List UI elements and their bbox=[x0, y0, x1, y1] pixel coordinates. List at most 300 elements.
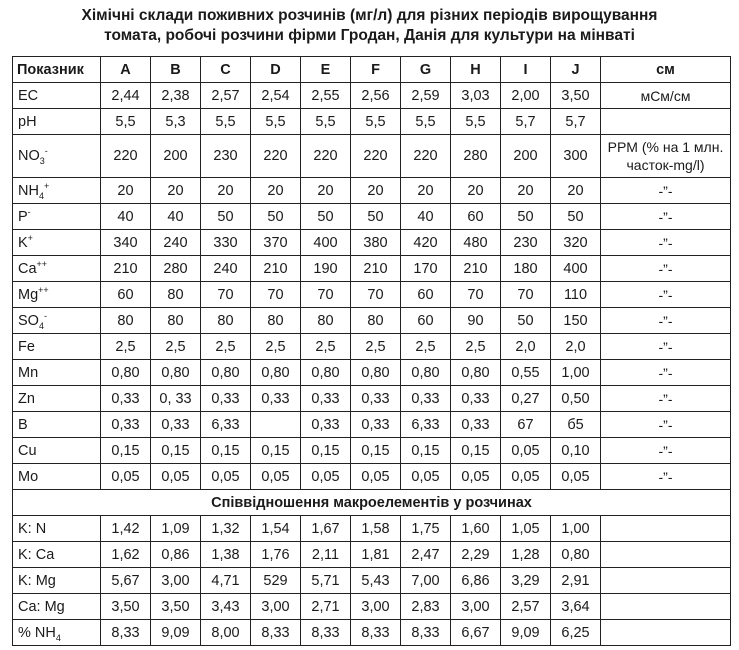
table-cell: 20 bbox=[251, 178, 301, 204]
table-cell: 3,43 bbox=[201, 594, 251, 620]
table-cell: 280 bbox=[151, 256, 201, 282]
row-label bbox=[13, 135, 101, 178]
table-cell: 0,05 bbox=[401, 464, 451, 490]
header-col-e: E bbox=[301, 57, 351, 83]
table-cell: 5,3 bbox=[151, 109, 201, 135]
table-cell: 0,80 bbox=[251, 360, 301, 386]
table-row bbox=[13, 230, 731, 256]
header-col-g: G bbox=[401, 57, 451, 83]
table-cell: 0,50 bbox=[551, 386, 601, 412]
section-row-group bbox=[13, 490, 731, 516]
table-cell: 5,7 bbox=[501, 109, 551, 135]
table-cell: 2,59 bbox=[401, 83, 451, 109]
row-label bbox=[13, 83, 101, 109]
table-cell: 1,05 bbox=[501, 516, 551, 542]
table-cell: 1,32 bbox=[201, 516, 251, 542]
row-label bbox=[13, 230, 101, 256]
table-cell: 8,33 bbox=[351, 620, 401, 646]
unit-cell: -”- bbox=[601, 464, 731, 490]
table-cell: 20 bbox=[551, 178, 601, 204]
header-col-c: C bbox=[201, 57, 251, 83]
table-cell: 50 bbox=[501, 204, 551, 230]
row-label-superscript: ++ bbox=[36, 258, 48, 269]
row-label bbox=[13, 542, 101, 568]
table-cell: 200 bbox=[501, 135, 551, 178]
unit-cell: -”- bbox=[601, 230, 731, 256]
table-cell: 8,00 bbox=[201, 620, 251, 646]
table-cell: 0,33 bbox=[351, 412, 401, 438]
table-row bbox=[13, 308, 731, 334]
table-cell: 5,5 bbox=[201, 109, 251, 135]
table-cell: 0,15 bbox=[401, 438, 451, 464]
table-cell: 40 bbox=[101, 204, 151, 230]
table-cell: 0,05 bbox=[101, 464, 151, 490]
table-cell: 0,15 bbox=[151, 438, 201, 464]
table-cell: 0,15 bbox=[201, 438, 251, 464]
table-cell: 5,5 bbox=[351, 109, 401, 135]
table-row bbox=[13, 256, 731, 282]
table-cell: 5,5 bbox=[451, 109, 501, 135]
header-col-d: D bbox=[251, 57, 301, 83]
table-cell: 5,5 bbox=[301, 109, 351, 135]
table-cell: 90 bbox=[451, 308, 501, 334]
header-col-i: I bbox=[501, 57, 551, 83]
table-cell: 3,64 bbox=[551, 594, 601, 620]
table-cell: 0,33 bbox=[101, 412, 151, 438]
table-cell: 0,80 bbox=[401, 360, 451, 386]
unit-cell: -”- bbox=[601, 204, 731, 230]
table-cell: 3,50 bbox=[551, 83, 601, 109]
row-label bbox=[13, 282, 101, 308]
table-cell: 20 bbox=[451, 178, 501, 204]
unit-cell: PPM (% на 1 млн. часток-mg/l) bbox=[601, 135, 731, 178]
table-cell: 6,67 bbox=[451, 620, 501, 646]
table-cell: 0,15 bbox=[101, 438, 151, 464]
row-label bbox=[13, 308, 101, 334]
table-cell: 0,15 bbox=[301, 438, 351, 464]
table-cell: 0,33 bbox=[251, 386, 301, 412]
table-cell: 8,33 bbox=[401, 620, 451, 646]
table-cell: 0,15 bbox=[351, 438, 401, 464]
unit-cell: -”- bbox=[601, 412, 731, 438]
row-label-base: Fe bbox=[18, 338, 35, 355]
table-cell: 110 bbox=[551, 282, 601, 308]
table-cell: 7,00 bbox=[401, 568, 451, 594]
table-cell: 0,33 bbox=[101, 386, 151, 412]
table-cell: 230 bbox=[201, 135, 251, 178]
table-cell: 2,5 bbox=[101, 334, 151, 360]
unit-cell bbox=[601, 620, 731, 646]
row-label-base: NH bbox=[18, 182, 39, 199]
row-label-base: K: Mg bbox=[18, 572, 56, 589]
table-cell: 2,47 bbox=[401, 542, 451, 568]
row-label bbox=[13, 109, 101, 135]
table-cell: 0,86 bbox=[151, 542, 201, 568]
table-cell: 3,03 bbox=[451, 83, 501, 109]
table-cell: 240 bbox=[201, 256, 251, 282]
header-unit: см bbox=[601, 57, 731, 83]
table-cell: 0,33 bbox=[351, 386, 401, 412]
row-label bbox=[13, 178, 101, 204]
table-cell: 80 bbox=[251, 308, 301, 334]
table-cell: 1,42 bbox=[101, 516, 151, 542]
table-cell: 50 bbox=[351, 204, 401, 230]
table-cell: 6,33 bbox=[401, 412, 451, 438]
table-cell: 9,09 bbox=[151, 620, 201, 646]
unit-cell bbox=[601, 568, 731, 594]
unit-cell bbox=[601, 109, 731, 135]
table-cell: 20 bbox=[151, 178, 201, 204]
row-label-subscript: 4 bbox=[38, 320, 44, 331]
table-cell: 5,67 bbox=[101, 568, 151, 594]
table-cell: 6,33 bbox=[201, 412, 251, 438]
row-label-base: Mn bbox=[18, 364, 39, 381]
table-cell: 2,11 bbox=[301, 542, 351, 568]
table-cell: 2,0 bbox=[501, 334, 551, 360]
row-label-base: Mo bbox=[18, 468, 39, 485]
table-cell: 1,00 bbox=[551, 360, 601, 386]
table-cell: 2,5 bbox=[151, 334, 201, 360]
table-cell: 67 bbox=[501, 412, 551, 438]
row-label-superscript: ++ bbox=[38, 284, 49, 295]
table-cell: 0,33 bbox=[201, 386, 251, 412]
table-cell: 4,71 bbox=[201, 568, 251, 594]
title-line-2: томата, робочі розчини фірми Гродан, Данія для культури на мінваті bbox=[104, 27, 635, 44]
table-cell: 3,00 bbox=[351, 594, 401, 620]
row-label-base: K bbox=[18, 234, 28, 251]
row-label-superscript: + bbox=[43, 180, 50, 191]
table-cell: 0,33 bbox=[301, 386, 351, 412]
table-cell: 1,75 bbox=[401, 516, 451, 542]
row-label-base: Ca bbox=[18, 260, 37, 277]
unit-cell bbox=[601, 542, 731, 568]
unit-cell: -”- bbox=[601, 386, 731, 412]
row-label-base: K: Ca bbox=[18, 546, 55, 563]
table-cell: 5,7 bbox=[551, 109, 601, 135]
table-cell: 0,80 bbox=[451, 360, 501, 386]
row-label-superscript: + bbox=[27, 232, 33, 243]
table-cell: 50 bbox=[251, 204, 301, 230]
table-cell: 2,38 bbox=[151, 83, 201, 109]
table-cell: 330 bbox=[201, 230, 251, 256]
table-row bbox=[13, 109, 731, 135]
table-cell: 0,15 bbox=[451, 438, 501, 464]
table-cell: 5,5 bbox=[101, 109, 151, 135]
row-label-superscript: - bbox=[43, 310, 47, 321]
table-row bbox=[13, 334, 731, 360]
table-cell: 50 bbox=[301, 204, 351, 230]
row-label-base: K: N bbox=[18, 520, 47, 537]
table-cell: 2,83 bbox=[401, 594, 451, 620]
table-cell: 400 bbox=[301, 230, 351, 256]
table-cell: 0,33 bbox=[301, 412, 351, 438]
row-label-base: B bbox=[18, 416, 28, 433]
row-label-base: % NH bbox=[18, 624, 56, 641]
table-row bbox=[13, 620, 731, 646]
table-cell: 340 bbox=[101, 230, 151, 256]
table-row bbox=[13, 386, 731, 412]
table-cell: 0,33 bbox=[451, 412, 501, 438]
table-cell: 70 bbox=[201, 282, 251, 308]
header-col-a: A bbox=[101, 57, 151, 83]
table-cell: 0,80 bbox=[201, 360, 251, 386]
table-cell: 2,00 bbox=[501, 83, 551, 109]
table-row bbox=[13, 83, 731, 109]
table-cell: 1,28 bbox=[501, 542, 551, 568]
table-cell: 0,33 bbox=[151, 412, 201, 438]
header-col-h: H bbox=[451, 57, 501, 83]
row-label bbox=[13, 256, 101, 282]
table-cell: 180 bbox=[501, 256, 551, 282]
table-cell: 2,91 bbox=[551, 568, 601, 594]
header-col-b: B bbox=[151, 57, 201, 83]
table-cell: 2,5 bbox=[201, 334, 251, 360]
header-row bbox=[13, 57, 731, 83]
table-cell: 1,54 bbox=[251, 516, 301, 542]
table-cell: 50 bbox=[501, 308, 551, 334]
table-cell: 420 bbox=[401, 230, 451, 256]
title-line-1: Хімічні склади поживних розчинів (мг/л) для різних періодів вирощування bbox=[81, 7, 658, 24]
table-cell: 40 bbox=[151, 204, 201, 230]
table-cell: 1,67 bbox=[301, 516, 351, 542]
table-cell: 3,50 bbox=[151, 594, 201, 620]
table-cell: 5,5 bbox=[401, 109, 451, 135]
row-label-base: Ca: Mg bbox=[18, 598, 65, 615]
table-cell: 70 bbox=[501, 282, 551, 308]
table-cell: 80 bbox=[301, 308, 351, 334]
row-label bbox=[13, 464, 101, 490]
table-cell: 370 bbox=[251, 230, 301, 256]
table-cell: 230 bbox=[501, 230, 551, 256]
table-cell: 60 bbox=[451, 204, 501, 230]
table-cell: 2,54 bbox=[251, 83, 301, 109]
table-cell: 20 bbox=[401, 178, 451, 204]
table-cell: 2,57 bbox=[501, 594, 551, 620]
table-cell: 210 bbox=[251, 256, 301, 282]
table-cell: 0,05 bbox=[451, 464, 501, 490]
row-label-superscript: - bbox=[27, 206, 31, 217]
table-row bbox=[13, 412, 731, 438]
header-col-f: F bbox=[351, 57, 401, 83]
row-label bbox=[13, 620, 101, 646]
table-cell: 3,00 bbox=[451, 594, 501, 620]
table-cell: 2,5 bbox=[301, 334, 351, 360]
table-cell: 2,44 bbox=[101, 83, 151, 109]
row-label-base: Cu bbox=[18, 442, 37, 459]
table-cell: 20 bbox=[201, 178, 251, 204]
row-label-superscript: - bbox=[44, 146, 48, 157]
section-row bbox=[13, 490, 731, 516]
table-cell: 3,50 bbox=[101, 594, 151, 620]
unit-cell: -”- bbox=[601, 438, 731, 464]
table-cell: 0,33 bbox=[451, 386, 501, 412]
row-label-base: P bbox=[18, 208, 28, 225]
unit-cell: мСм/см bbox=[601, 83, 731, 109]
table-cell: 190 bbox=[301, 256, 351, 282]
table-cell: 6,86 bbox=[451, 568, 501, 594]
table-cell: 70 bbox=[301, 282, 351, 308]
table-row bbox=[13, 516, 731, 542]
unit-cell: -”- bbox=[601, 282, 731, 308]
table-cell: 20 bbox=[501, 178, 551, 204]
row-label-base: NO bbox=[18, 148, 40, 164]
row-label-subscript: 3 bbox=[39, 155, 45, 166]
section-title: Співвідношення макроелементів у розчинах bbox=[13, 490, 731, 516]
table-cell: 200 bbox=[151, 135, 201, 178]
table-cell: 20 bbox=[301, 178, 351, 204]
table-cell: 0,05 bbox=[251, 464, 301, 490]
table-cell: 9,09 bbox=[501, 620, 551, 646]
table-row bbox=[13, 568, 731, 594]
table-cell: 3,29 bbox=[501, 568, 551, 594]
row-label-base: pH bbox=[18, 113, 37, 130]
table-cell: 529 bbox=[251, 568, 301, 594]
nutrient-rows bbox=[13, 83, 731, 490]
table-row bbox=[13, 438, 731, 464]
row-label bbox=[13, 438, 101, 464]
row-label-base: SO bbox=[18, 312, 39, 329]
table-cell: 3,00 bbox=[251, 594, 301, 620]
unit-cell: -”- bbox=[601, 178, 731, 204]
table-cell: 400 bbox=[551, 256, 601, 282]
table-cell: 80 bbox=[101, 308, 151, 334]
table-cell: 320 bbox=[551, 230, 601, 256]
table-row bbox=[13, 204, 731, 230]
table-cell: 80 bbox=[201, 308, 251, 334]
table-cell: 8,33 bbox=[101, 620, 151, 646]
table-row bbox=[13, 594, 731, 620]
table-cell: 0,05 bbox=[551, 464, 601, 490]
table-cell: 220 bbox=[401, 135, 451, 178]
table-cell: 50 bbox=[551, 204, 601, 230]
table-cell: 8,33 bbox=[251, 620, 301, 646]
row-label bbox=[13, 204, 101, 230]
table-cell: 210 bbox=[451, 256, 501, 282]
table-cell: 0,80 bbox=[351, 360, 401, 386]
table-cell: 0,80 bbox=[551, 542, 601, 568]
table-cell: 0,05 bbox=[201, 464, 251, 490]
table-cell: 50 bbox=[201, 204, 251, 230]
table-cell: 1,60 bbox=[451, 516, 501, 542]
table-cell: 0,33 bbox=[401, 386, 451, 412]
table-cell: 2,5 bbox=[351, 334, 401, 360]
table-cell: 60 bbox=[401, 282, 451, 308]
table-cell: 70 bbox=[351, 282, 401, 308]
table-cell: 0, 33 bbox=[151, 386, 201, 412]
table-cell: 0,55 bbox=[501, 360, 551, 386]
table-cell: 20 bbox=[351, 178, 401, 204]
table-cell: 20 bbox=[101, 178, 151, 204]
table-cell: 5,5 bbox=[251, 109, 301, 135]
unit-cell: -”- bbox=[601, 256, 731, 282]
table-cell: 70 bbox=[251, 282, 301, 308]
ratio-rows bbox=[13, 516, 731, 646]
table-cell: 6,25 bbox=[551, 620, 601, 646]
row-label bbox=[13, 412, 101, 438]
table-cell: 2,55 bbox=[301, 83, 351, 109]
table-row bbox=[13, 464, 731, 490]
table-cell: 80 bbox=[151, 282, 201, 308]
table-cell: 70 bbox=[451, 282, 501, 308]
table-cell: 2,71 bbox=[301, 594, 351, 620]
table-cell: 2,29 bbox=[451, 542, 501, 568]
table-cell: 300 bbox=[551, 135, 601, 178]
table-cell: 8,33 bbox=[301, 620, 351, 646]
table-row bbox=[13, 282, 731, 308]
header-col-j: J bbox=[551, 57, 601, 83]
table-cell: 5,71 bbox=[301, 568, 351, 594]
table-cell: 60 bbox=[401, 308, 451, 334]
document-title bbox=[0, 6, 739, 46]
row-label-subscript: 4 bbox=[38, 190, 44, 201]
table-cell: 0,80 bbox=[151, 360, 201, 386]
table-cell: 2,56 bbox=[351, 83, 401, 109]
table-cell bbox=[251, 412, 301, 438]
table-cell: 170 bbox=[401, 256, 451, 282]
table-cell: 3,00 bbox=[151, 568, 201, 594]
table-cell: 0,05 bbox=[351, 464, 401, 490]
table-cell: 80 bbox=[151, 308, 201, 334]
table-cell: 1,38 bbox=[201, 542, 251, 568]
row-label bbox=[13, 386, 101, 412]
table-cell: 220 bbox=[251, 135, 301, 178]
table-cell: 1,76 bbox=[251, 542, 301, 568]
table-cell: 60 bbox=[101, 282, 151, 308]
unit-cell bbox=[601, 516, 731, 542]
table-cell: б5 bbox=[551, 412, 601, 438]
table-cell: 210 bbox=[101, 256, 151, 282]
table-cell: 220 bbox=[101, 135, 151, 178]
row-label-base: Mg bbox=[18, 286, 39, 303]
table-cell: 0,15 bbox=[251, 438, 301, 464]
table-cell: 0,05 bbox=[301, 464, 351, 490]
row-label-base: Zn bbox=[18, 390, 35, 407]
table-cell: 1,81 bbox=[351, 542, 401, 568]
row-label bbox=[13, 360, 101, 386]
table-cell: 40 bbox=[401, 204, 451, 230]
table-cell: 2,5 bbox=[251, 334, 301, 360]
table-cell: 2,5 bbox=[401, 334, 451, 360]
row-label bbox=[13, 334, 101, 360]
table-cell: 5,43 bbox=[351, 568, 401, 594]
row-label bbox=[13, 516, 101, 542]
row-label bbox=[13, 568, 101, 594]
table-cell: 0,80 bbox=[101, 360, 151, 386]
table-cell: 0,10 bbox=[551, 438, 601, 464]
unit-cell: -”- bbox=[601, 360, 731, 386]
table-cell: 0,27 bbox=[501, 386, 551, 412]
table-cell: 80 bbox=[351, 308, 401, 334]
row-label-subscript: 4 bbox=[55, 632, 61, 643]
table-cell: 220 bbox=[301, 135, 351, 178]
table-cell: 0,05 bbox=[151, 464, 201, 490]
table-cell: 0,05 bbox=[501, 438, 551, 464]
table-cell: 2,5 bbox=[451, 334, 501, 360]
table-row bbox=[13, 542, 731, 568]
table-cell: 0,80 bbox=[301, 360, 351, 386]
table-cell: 2,0 bbox=[551, 334, 601, 360]
table-row bbox=[13, 178, 731, 204]
table-cell: 380 bbox=[351, 230, 401, 256]
table-cell: 1,00 bbox=[551, 516, 601, 542]
table-cell: 480 bbox=[451, 230, 501, 256]
unit-cell: -”- bbox=[601, 334, 731, 360]
table-cell: 210 bbox=[351, 256, 401, 282]
table-cell: 0,05 bbox=[501, 464, 551, 490]
table-cell: 1,58 bbox=[351, 516, 401, 542]
nutrient-table bbox=[12, 56, 731, 646]
table-cell: 280 bbox=[451, 135, 501, 178]
